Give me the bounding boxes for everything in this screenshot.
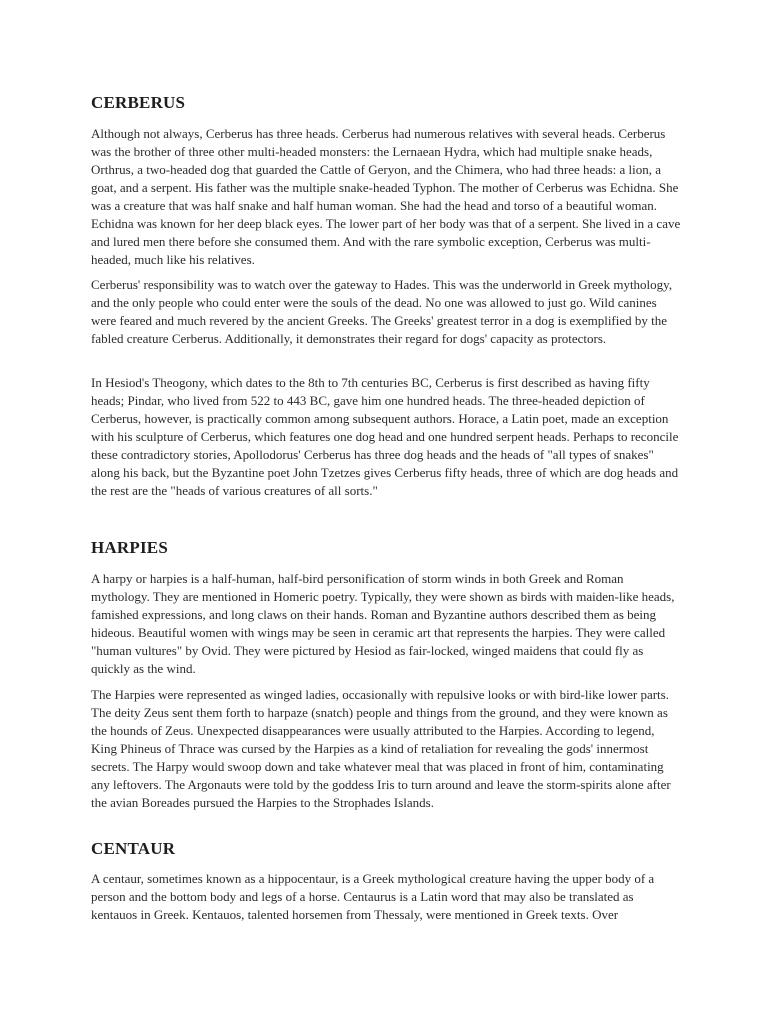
centaur-paragraph-1: A centaur, sometimes known as a hippocentaur, is a Greek mythological creature having the upper body of a person and the bottom body and legs of a horse. Centaurus is a Latin word that may also be translated as kentauos in Greek. Kentauos, talented horsemen from Thessaly, were mentioned in Greek texts. Over [91, 871, 655, 922]
section-title-harpies: HARPIES [91, 538, 168, 557]
section-title-centaur: CENTAUR [91, 839, 176, 858]
cerberus-paragraph-2: Cerberus' responsibility was to watch over the gateway to Hades. This was the underworld in Greek mythology, and the only people who could enter were the souls of the dead. No one was allowed to just go. Wild canines were feared and much revered by the ancient Greeks. The Greeks' greatest terror in a dog is exemplified by the fabled creature Cerberus. Additionally, it demonstrates their regard for dogs' capacity as protectors. [91, 277, 673, 346]
harpies-paragraph-1: A harpy or harpies is a half-human, half-bird personification of storm winds in both Greek and Roman mythology. They are mentioned in Homeric poetry. Typically, they were shown as birds with maiden-like heads, famished expressions, and long claws on their hands. Roman and Byzantine authors described them as being hideous. Beautiful women with wings may be seen in ceramic art that represents the harpies. They were called "human vultures" by Ovid. They were pictured by Hesiod as fair-locked, winged maidens that could fly as quickly as the wind. [91, 571, 675, 676]
cerberus-paragraph-3: In Hesiod's Theogony, which dates to the 8th to 7th centuries BC, Cerberus is first described as having fifty heads; Pindar, who lived from 522 to 443 BC, gave him one hundred heads. The three-headed depiction of Cerberus, however, is practically common among subsequent authors. Horace, a Latin poet, made an exception with his sculpture of Cerberus, which features one dog head and one hundred serpent heads. Perhaps to reconcile these contradictory stories, Apollodorus' Cerberus has three dog heads and the heads of "all types of snakes" along his back, but the Byzantine poet John Tzetzes gives Cerberus fifty heads, three of which are dog heads and the rest are the "heads of various creatures of all sorts." [91, 375, 679, 498]
harpies-paragraph-2: The Harpies were represented as winged ladies, occasionally with repulsive looks or with bird-like lower parts. The deity Zeus sent them forth to harpaze (snatch) people and things from the ground, and they were known as the hounds of Zeus. Unexpected disappearances were usually attributed to the Harpies. According to legend, King Phineus of Thrace was cursed by the Harpies as a kind of retaliation for revealing the gods' innermost secrets. The Harpy would swoop down and take whatever meal that was placed in front of him, contaminating any leftovers. The Argonauts were told by the goddess Iris to turn around and leave the storm-spirits alone after the avian Boreades pursued the Harpies to the Strophades Islands. [91, 687, 671, 810]
cerberus-paragraph-1: Although not always, Cerberus has three heads. Cerberus had numerous relatives with several heads. Cerberus was the brother of three other multi-headed monsters: the Lernaean Hydra, which had multiple snake heads, Orthrus, a two-headed dog that guarded the Cattle of Geryon, and the Chimera, who had three heads: a lion, a goat, and a serpent. His father was the multiple snake-headed Typhon. The mother of Cerberus was Echidna. She was a creature that was half snake and half human woman. She had the head and torso of a beautiful woman. Echidna was known for her deep black eyes. The lower part of her body was that of a serpent. She lived in a cave and lured men there before she consumed them. And with the rare symbolic exception, Cerberus was multi-headed, much like his relatives. [91, 126, 681, 267]
section-title-cerberus: CERBERUS [91, 93, 186, 112]
